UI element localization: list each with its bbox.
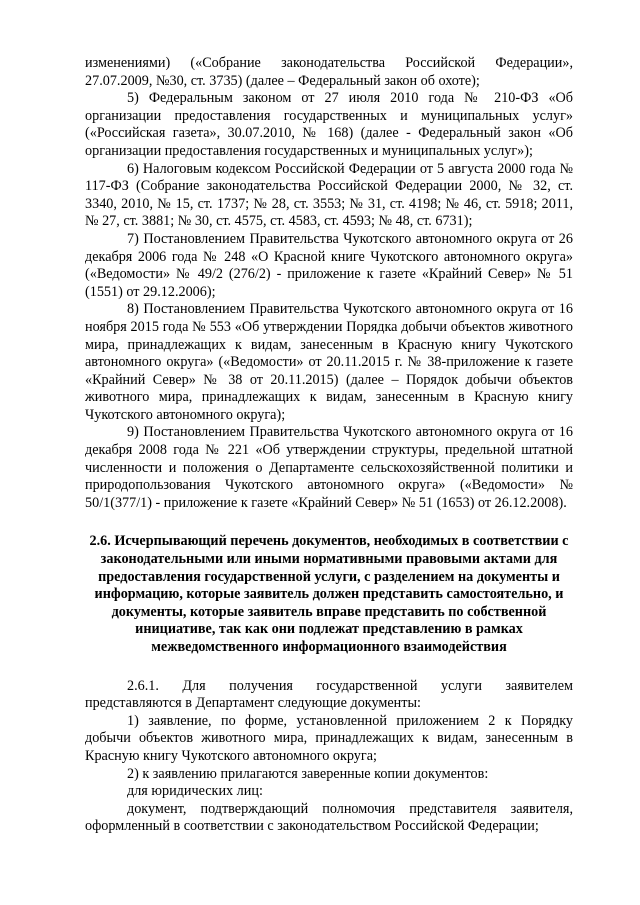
paragraph-item-5: 5) Федеральным законом от 27 июля 2010 года № 210-ФЗ «Об организации предоставления государственных и муниципальных услуг» («Российская газета», 30.07.2010, № 168) (далее - Федеральный закон «Об организации предоставления государственных и муниципальных услуг»); [85,90,573,159]
paragraph-item-9: 9) Постановлением Правительства Чукотского автономного округа от 16 декабря 2008 года № 221 «Об утверждении структуры, предельной штатной численности и положения о Департаменте сельскохозяйственной политики и природопользования Чукотского автономного округа» («Ведомости» № 50/1(377/1) - приложение к газете «Крайний Север» № 51 (1653) от 26.12.2008). [85,424,573,511]
paragraph-2-6-1: 2.6.1. Для получения государственной услуги заявителем представляются в Департамент следующие документы: [85,677,573,712]
section-heading-2-6: 2.6. Исчерпывающий перечень документов, необходимых в соответствии с законодательными или иными нормативными правовыми актами для предоставления государственной услуги, с разделением на документы и информацию, которые заявитель должен представить самостоятельно, и документы, которые заявитель вправе представить по собственной инициативе, так как они подлежат представлению в рамках межведомственного информационного взаимодействия [89,533,569,655]
paragraph-item-7: 7) Постановлением Правительства Чукотского автономного округа от 26 декабря 2006 года № 248 «О Красной книге Чукотского автономного округа» («Ведомости» № 49/2 (276/2) - приложение к газете «Крайний Север» № 51 (1551) от 29.12.2006); [85,230,573,300]
paragraph-document-2: 2) к заявлению прилагаются заверенные копии документов: [127,765,489,782]
paragraph-continuation: изменениями) («Собрание законодательства Российской Федерации», 27.07.2009, №30, ст. 3735) (далее – Федеральный закон об охоте); [85,55,573,89]
paragraph-authority-document: документ, подтверждающий полномочия представителя заявителя, оформленный в соответствии с законодательством Российской Федерации; [85,800,573,835]
paragraph-document-1: 1) заявление, по форме, установленной приложением 2 к Порядку добычи объектов животного мира, принадлежащих к видам, занесенным в Красную книгу Чукотского автономного округа; [85,712,573,764]
paragraph-item-6: 6) Налоговым кодексом Российской Федерации от 5 августа 2000 года № 117-ФЗ (Собрание законодательства Российской Федерации 2000, № 32, ст. 3340, 2010, № 15, ст. 1737; № 28, ст. 3553; № 31, ст. 4198; № 46, ст. 5918; 2011, № 27, ст. 3881; № 30, ст. 4575, ст. 4583, ст. 4593; № 48, ст. 6731); [85,160,573,230]
paragraph-legal-entities: для юридических лиц: [127,783,263,800]
document-page [85,55,573,836]
paragraph-item-8: 8) Постановлением Правительства Чукотского автономного округа от 16 ноября 2015 года № 553 «Об утверждении Порядка добычи объектов животного мира, принадлежащих к видам, занесенным в Красную книгу Чукотского автономного округа» («Ведомости» от 20.11.2015 г. № 38-приложение к газете «Крайний Север» № 38 от 20.11.2015) (далее – Порядок добычи объектов животного мира, принадлежащих к видам, занесенным в Красную книгу Чукотского автономного округа); [85,301,573,423]
